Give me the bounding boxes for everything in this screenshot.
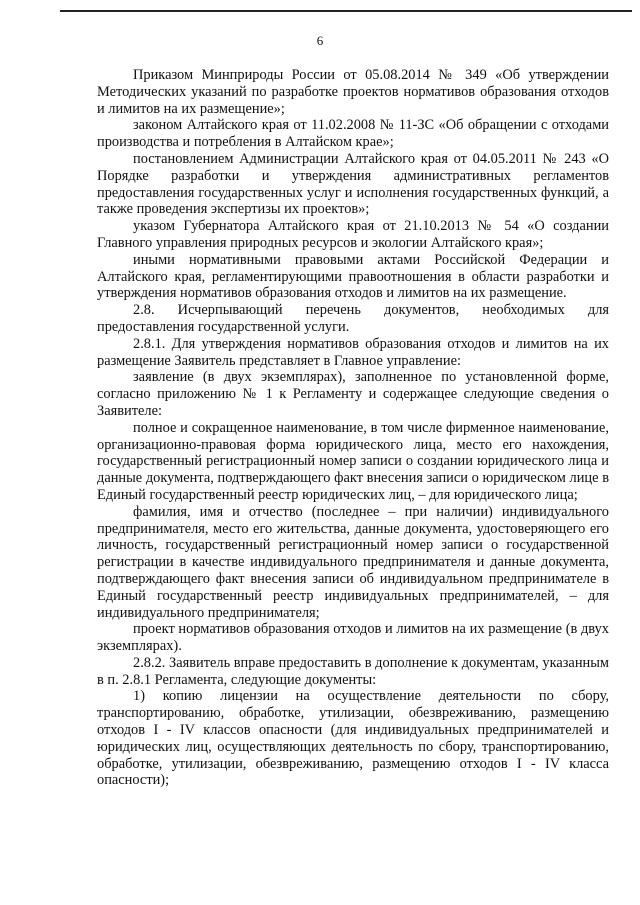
paragraph: иными нормативными правовыми актами Российской Федерации и Алтайского края, регламентирующими правоотношения в области разработки и утверждения нормативов образования отходов и лимитов на их размещение.: [97, 251, 609, 302]
page-number: 6: [316, 33, 324, 48]
paragraph: 2.8.1. Для утверждения нормативов образования отходов и лимитов на их размещение Заявитель представляет в Главное управление:: [97, 335, 609, 369]
paragraph: проект нормативов образования отходов и лимитов на их размещение (в двух экземплярах).: [97, 621, 609, 655]
paragraph: Приказом Минприроды России от 05.08.2014 № 349 «Об утверждении Методических указаний по разработке проектов нормативов образования отходов и лимитов на их размещение»;: [97, 67, 609, 117]
paragraph: полное и сокращенное наименование, в том числе фирменное наименование, организационно-правовая форма юридического лица, место его нахождения, государственный регистрационный номер записи о создании юридического лица и данные документа, подтверждающего факт внесения записи о юридическом лице в Единый государственный реестр юридических лиц, – для юридического лица;: [97, 419, 609, 503]
paragraph: законом Алтайского края от 11.02.2008 № 11-ЗС «Об обращении с отходами производства и потребления в Алтайском крае»;: [97, 117, 609, 151]
document-body: [97, 67, 609, 789]
paragraph: 1) копию лицензии на осуществление деятельности по сбору, транспортированию, обработке, утилизации, обезвреживанию, размещению отходов I - IV классов опасности (для индивидуальных предпринимателей и юридических лиц, осуществляющих деятельность по сбору, транспортированию, обработке, утилизации, обезвреживанию, размещению отходов I - IV класса опасности);: [97, 688, 609, 789]
top-rule: [60, 10, 632, 12]
paragraph: постановлением Администрации Алтайского края от 04.05.2011 № 243 «О Порядке разработки и утверждения административных регламентов предоставления государственных услуг и исполнения государственных функций, а также проведения экспертизы их проектов»;: [97, 150, 609, 218]
paragraph: 2.8. Исчерпывающий перечень документов, необходимых для предоставления государственной услуги.: [97, 302, 609, 335]
paragraph: указом Губернатора Алтайского края от 21.10.2013 № 54 «О создании Главного управления природных ресурсов и экологии Алтайского края»;: [97, 218, 609, 251]
paragraph: заявление (в двух экземплярах), заполненное по установленной форме, согласно приложению № 1 к Регламенту и содержащее следующие сведения о Заявителе:: [97, 369, 609, 419]
paragraph: фамилия, имя и отчество (последнее – при наличии) индивидуального предпринимателя, место его жительства, данные документа, удостоверяющего его личность, государственный регистрационный номер записи о государственной регистрации в качестве индивидуального предпринимателя и данные документа, подтверждающего факт внесения записи об индивидуальном предпринимателе в Единый государственный реестр индивидуальных предпринимателей, – для индивидуального предпринимателя;: [97, 503, 609, 621]
paragraph: 2.8.2. Заявитель вправе предоставить в дополнение к документам, указанным в п. 2.8.1 Регламента, следующие документы:: [97, 654, 609, 688]
